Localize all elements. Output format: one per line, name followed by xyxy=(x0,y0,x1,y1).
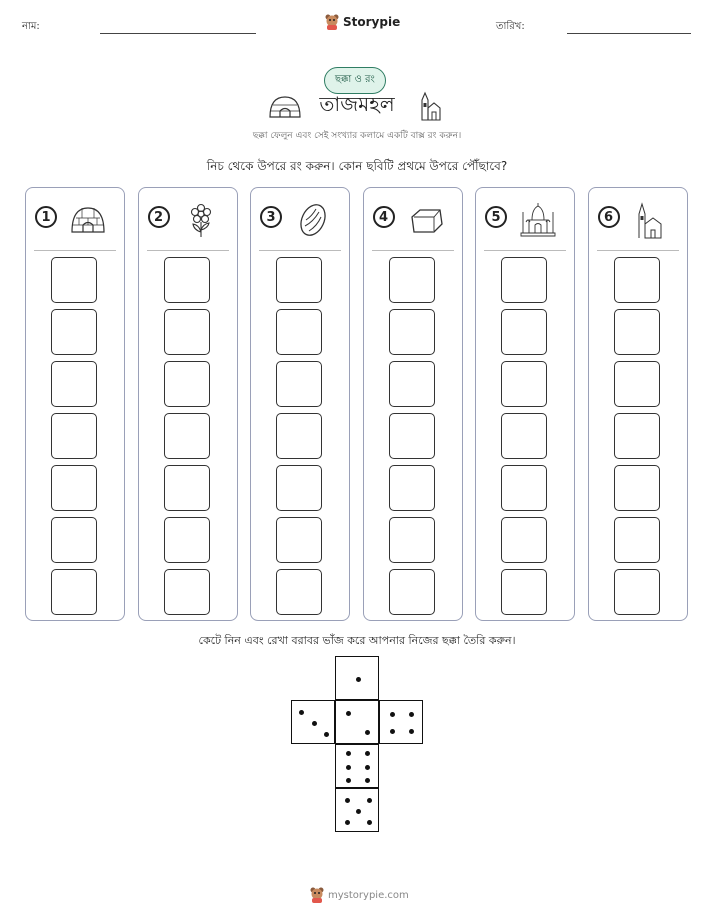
cut-instruction: কেটে নিন এবং রেখা বরাবর ভাঁজ করে আপনার নিজের ছক্কা তৈরি করুন। xyxy=(198,634,516,647)
brand-name: Storypie xyxy=(343,15,401,29)
dice-pip xyxy=(390,712,395,717)
color-box[interactable] xyxy=(51,257,97,303)
color-box[interactable] xyxy=(164,517,210,563)
dice-pip xyxy=(365,730,370,735)
footer-url[interactable]: mystorypie.com xyxy=(328,889,409,901)
color-box[interactable] xyxy=(614,465,660,511)
dice-pip xyxy=(346,751,351,756)
dice-pip xyxy=(365,751,370,756)
dice-column-3 xyxy=(250,187,350,621)
column-number: 4 xyxy=(373,206,395,228)
color-box[interactable] xyxy=(164,413,210,459)
church-icon xyxy=(631,200,671,240)
bear-mascot-icon xyxy=(310,887,324,903)
dice-column-1 xyxy=(25,187,125,621)
dice-face xyxy=(291,700,335,744)
column-divider xyxy=(372,250,454,251)
dice-face xyxy=(335,700,379,744)
page-title: তাজমহল xyxy=(319,92,395,116)
name-line xyxy=(100,33,256,34)
igloo-icon xyxy=(68,200,108,240)
dice-pip xyxy=(346,765,351,770)
dice-pip xyxy=(367,798,372,803)
column-divider xyxy=(597,250,679,251)
instruction-text: নিচ থেকে উপরে রং করুন। কোন ছবিটি প্রথমে উপরে পৌঁছাবে? xyxy=(206,159,508,173)
color-box[interactable] xyxy=(51,569,97,615)
color-box[interactable] xyxy=(51,309,97,355)
dice-pip xyxy=(346,711,351,716)
column-number: 5 xyxy=(485,206,507,228)
dice-pip xyxy=(345,798,350,803)
color-box[interactable] xyxy=(389,569,435,615)
column-number: 1 xyxy=(35,206,57,228)
dice-column-4 xyxy=(363,187,463,621)
color-box[interactable] xyxy=(614,361,660,407)
dice-pip xyxy=(365,778,370,783)
color-box[interactable] xyxy=(614,309,660,355)
color-box[interactable] xyxy=(164,257,210,303)
color-box[interactable] xyxy=(164,309,210,355)
color-box[interactable] xyxy=(501,361,547,407)
color-box[interactable] xyxy=(501,309,547,355)
dice-face xyxy=(335,656,379,700)
color-box[interactable] xyxy=(164,361,210,407)
color-box[interactable] xyxy=(389,465,435,511)
column-divider xyxy=(259,250,341,251)
column-number: 3 xyxy=(260,206,282,228)
color-box[interactable] xyxy=(51,413,97,459)
taj-mahal-icon xyxy=(518,200,558,240)
igloo-title-icon xyxy=(268,95,302,119)
color-box[interactable] xyxy=(501,257,547,303)
color-box[interactable] xyxy=(51,465,97,511)
dice-column-6 xyxy=(588,187,688,621)
dice-pip xyxy=(346,778,351,783)
date-line xyxy=(567,33,691,34)
dice-pip xyxy=(367,820,372,825)
dice-pip xyxy=(409,712,414,717)
color-box[interactable] xyxy=(614,517,660,563)
color-box[interactable] xyxy=(501,569,547,615)
column-number: 6 xyxy=(598,206,620,228)
dice-column-5 xyxy=(475,187,575,621)
date-label: তারিখ: xyxy=(496,21,525,32)
brand-logo xyxy=(325,14,400,30)
color-box[interactable] xyxy=(276,413,322,459)
color-box[interactable] xyxy=(276,517,322,563)
color-box[interactable] xyxy=(51,517,97,563)
page-subtitle: ছক্কা ফেলুন এবং সেই সংখ্যার কলামে একটি বাক্স রং করুন। xyxy=(252,131,462,141)
dice-pip xyxy=(312,721,317,726)
color-box[interactable] xyxy=(389,517,435,563)
color-box[interactable] xyxy=(389,309,435,355)
flower-icon xyxy=(181,200,221,240)
ice-block-icon xyxy=(406,200,446,240)
church-title-icon xyxy=(417,90,441,122)
dice-face xyxy=(335,788,379,832)
footer xyxy=(310,887,409,903)
color-box[interactable] xyxy=(389,361,435,407)
dice-pip xyxy=(409,729,414,734)
game-badge: ছক্কা ও রং xyxy=(324,67,386,94)
dice-column-2 xyxy=(138,187,238,621)
color-box[interactable] xyxy=(501,413,547,459)
dice-pip xyxy=(356,809,361,814)
color-box[interactable] xyxy=(501,517,547,563)
color-box[interactable] xyxy=(276,257,322,303)
bear-mascot-icon xyxy=(325,14,339,30)
color-box[interactable] xyxy=(389,413,435,459)
leaf-stone-icon xyxy=(293,200,333,240)
color-box[interactable] xyxy=(389,257,435,303)
color-box[interactable] xyxy=(276,361,322,407)
color-box[interactable] xyxy=(276,569,322,615)
dice-pip xyxy=(324,732,329,737)
column-divider xyxy=(147,250,229,251)
dice-pip xyxy=(356,677,361,682)
dice-pip xyxy=(345,820,350,825)
dice-pip xyxy=(299,710,304,715)
column-divider xyxy=(484,250,566,251)
color-box[interactable] xyxy=(501,465,547,511)
dice-pip xyxy=(365,765,370,770)
color-box[interactable] xyxy=(276,309,322,355)
name-label: নাম: xyxy=(22,21,40,32)
column-number: 2 xyxy=(148,206,170,228)
column-divider xyxy=(34,250,116,251)
color-box[interactable] xyxy=(276,465,322,511)
color-box[interactable] xyxy=(164,465,210,511)
dice-face xyxy=(335,744,379,788)
dice-pip xyxy=(390,729,395,734)
color-box[interactable] xyxy=(614,569,660,615)
color-box[interactable] xyxy=(164,569,210,615)
dice-face xyxy=(379,700,423,744)
color-box[interactable] xyxy=(614,413,660,459)
color-box[interactable] xyxy=(614,257,660,303)
color-box[interactable] xyxy=(51,361,97,407)
